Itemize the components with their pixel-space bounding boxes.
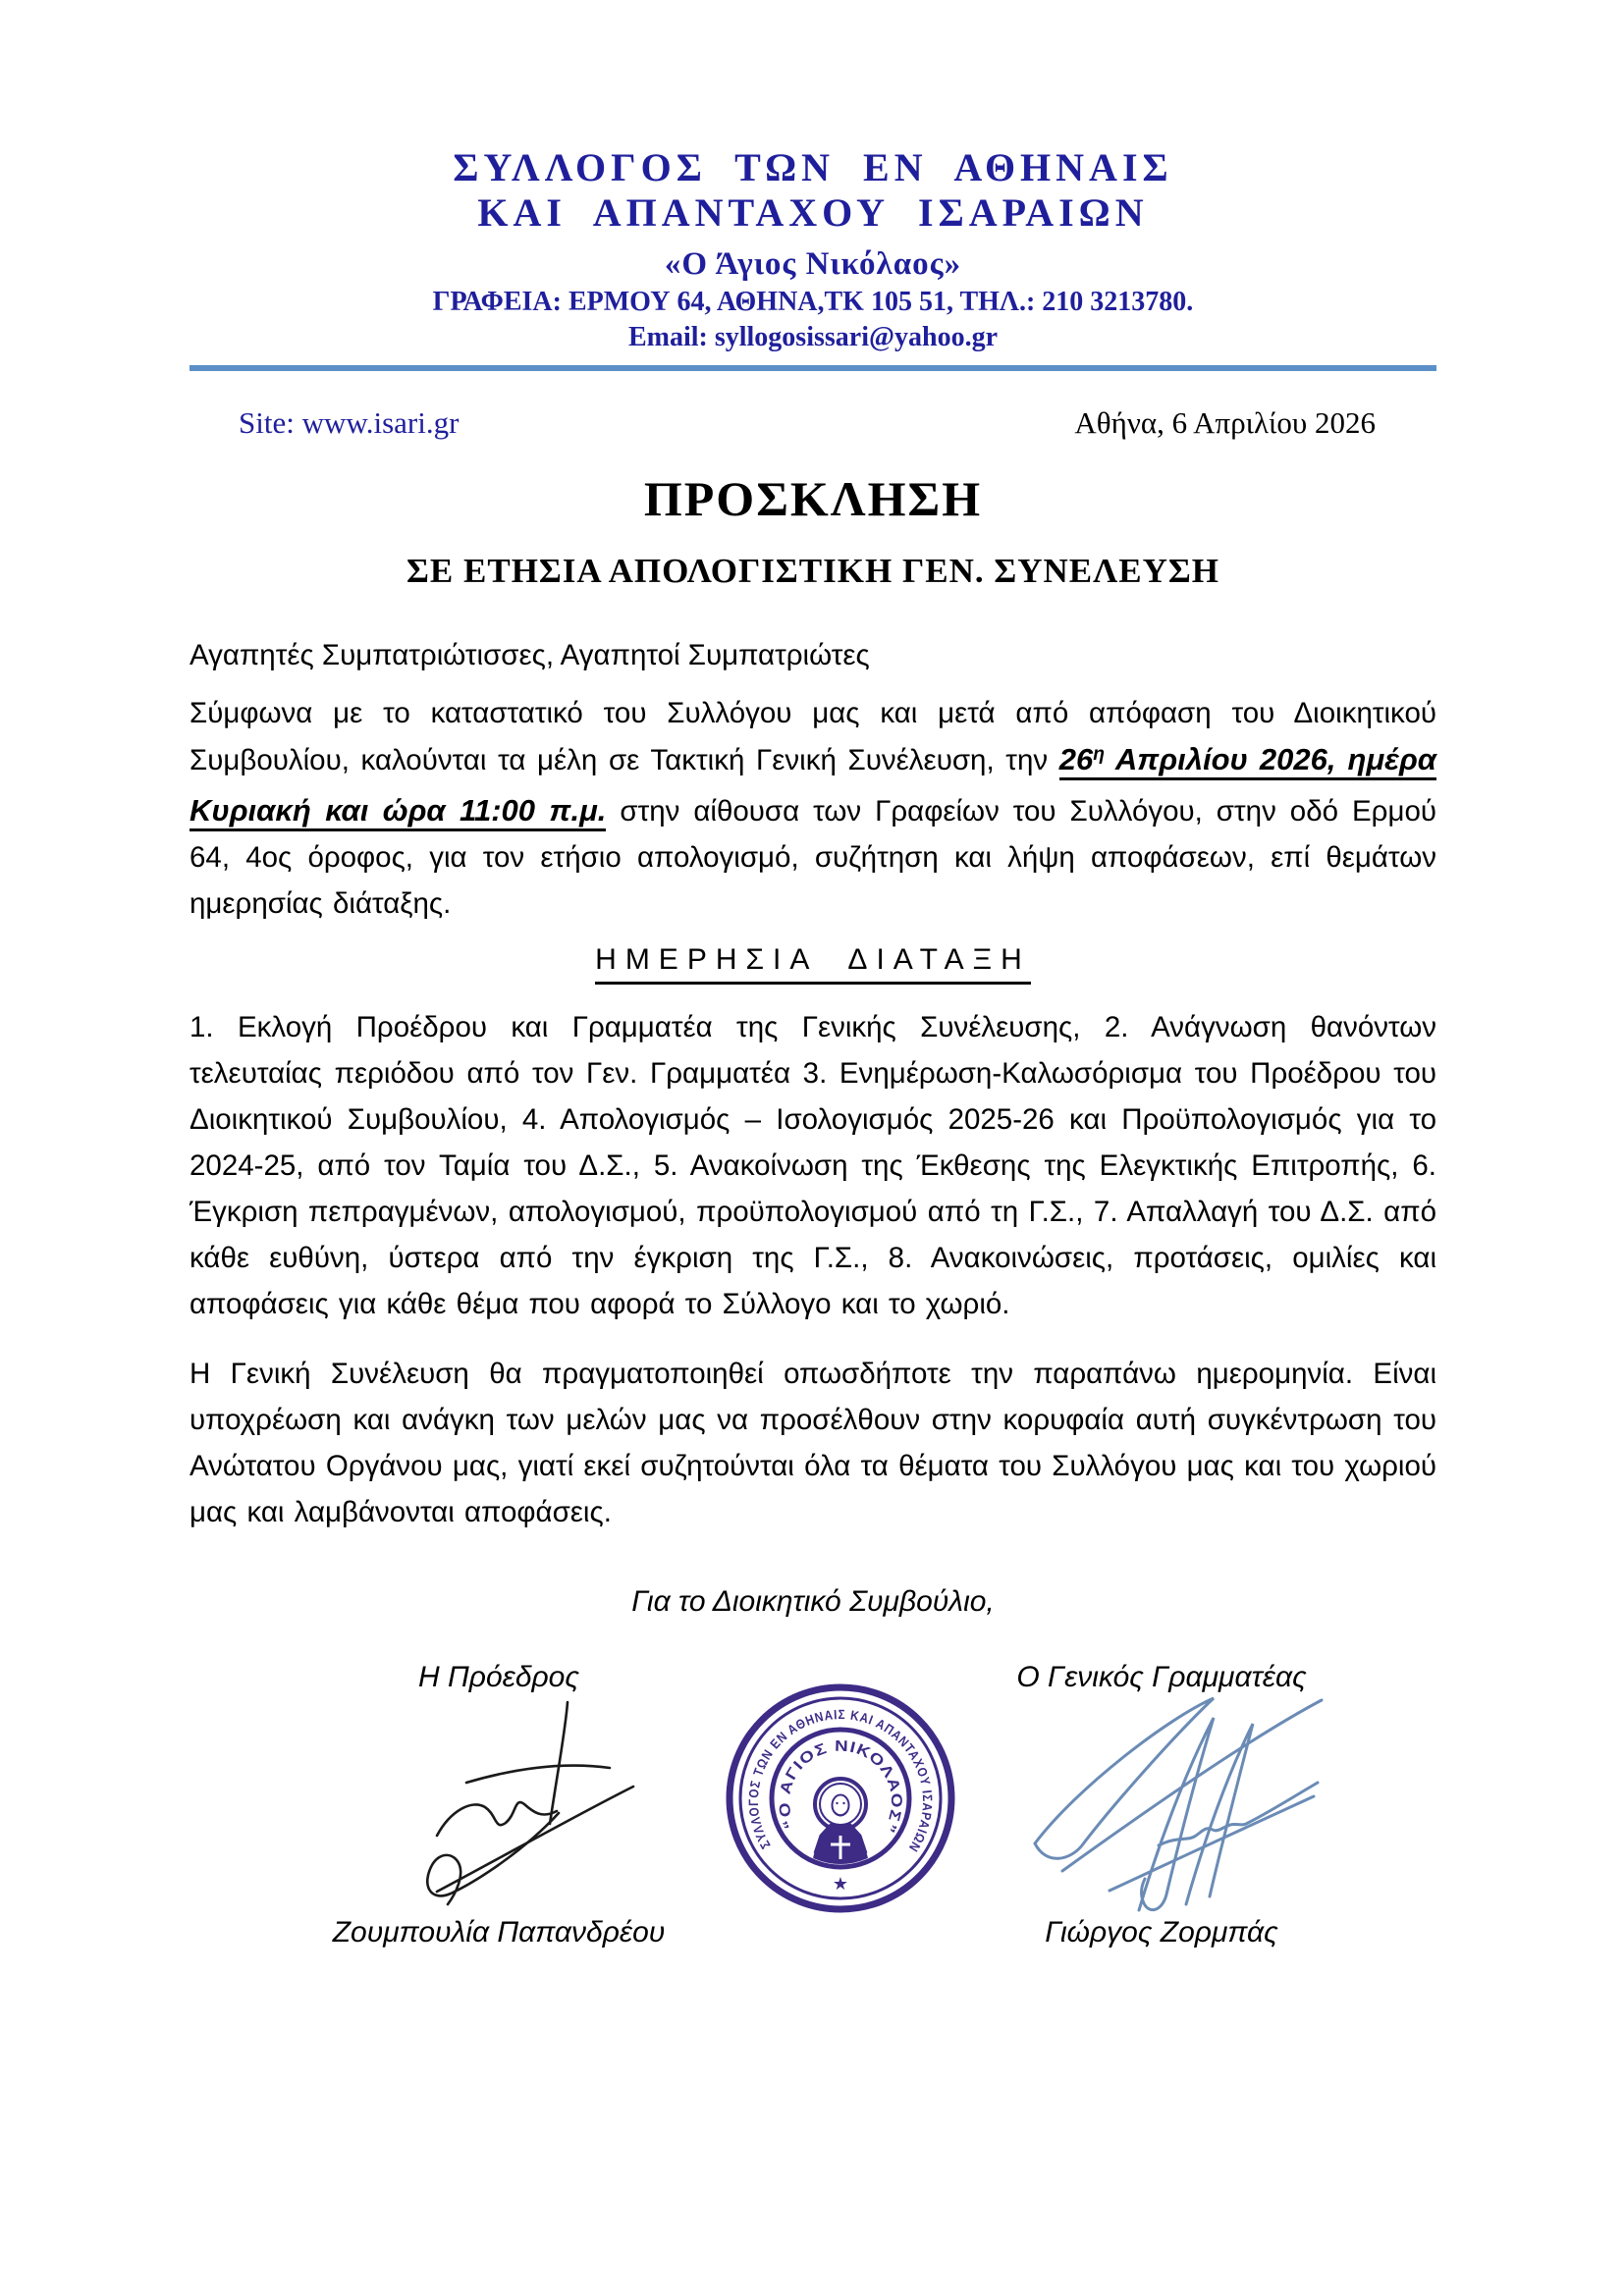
president-label: Η Πρόεδρος [418, 1661, 579, 1693]
saint-nicholas-figure [809, 1779, 872, 1889]
letterhead [189, 145, 1436, 355]
paragraph-invitation-text: Σύμφωνα με το καταστατικό του Συλλόγου μας και μετά από απόφαση του Διοικητικού Συμβουλίου, καλούνται τα μέλη σε Τακτική Γενική Συνέλευση, την [189, 697, 1436, 776]
association-stamp [723, 1681, 958, 1916]
agenda-heading: ΗΜΕΡΗΣΙΑ ΔΙΑΤΑΞΗ [595, 940, 1031, 985]
agenda-heading-wrap [189, 940, 1436, 985]
agenda-paragraph: 1. Εκλογή Προέδρου και Γραμματέα της Γενικής Συνέλευσης, 2. Ανάγνωση θανόντων τελευταίας περιόδου από τον Γεν. Γραμματέα 3. Ενημέρωση-Καλωσόρισμα του Προέδρου του Διοικητικού Συμβουλίου, 4. Απολογισμός – Ισολογισμός 2025-26 και Προϋπολογισμός για το 2024-25, από τον Ταμία του Δ.Σ., 5. Ανακοίνωση της Έκθεσης της Ελεγκτικής Επιτροπής, 6. Έγκριση πεπραγμένων, απολογισμού, προϋπολογισμού από τη Γ.Σ., 7. Απαλλαγή του Δ.Σ. από κάθε ευθύνη, ύστερα από την έγκριση της Γ.Σ., 8. Ανακοινώσεις, προτάσεις, ομιλίες και αποφάσεις για κάθε θέμα που αφορά το Σύλλογο και το χωριό. [189, 1011, 1436, 1320]
site-date-row [189, 404, 1436, 442]
paragraph-invitation [189, 690, 1436, 927]
document-body [189, 0, 1436, 1995]
secretary-label: Ο Γενικός Γραμματέας [1016, 1661, 1307, 1693]
president-name: Ζουμπουλία Παπανδρέου [332, 1916, 666, 1949]
header-divider [189, 365, 1436, 371]
paragraph-invitation-tail: στην αίθουσα των Γραφείων του Συλλόγου, στην οδό Ερμού 64, 4ος όροφος, για τον ετήσιο απολογισμό, συζήτηση και λήψη αποφάσεων, επί θεμάτων ημερησίας διάταξης. [189, 795, 1436, 920]
org-name-line1: ΣΥΛΛΟΓΟΣ ΤΩΝ ΕΝ ΑΘΗΝΑΙΣ [453, 145, 1173, 189]
secretary-signature [1019, 1686, 1333, 1917]
page-subtitle: ΣΕ ΕΤΗΣΙΑ ΑΠΟΛΟΓΙΣΤΙΚΗ ΓΕΝ. ΣΥΝΕΛΕΥΣΗ [406, 552, 1219, 590]
org-name-line2: ΚΑΙ ΑΠΑΝΤΑΧΟΥ ΙΣΑΡΑΙΩΝ [477, 190, 1149, 235]
org-subtitle: «Ο Άγιος Νικόλαος» [664, 246, 962, 282]
stamp-star-icon: ★ [832, 1874, 849, 1894]
meeting-date-ordinal: η [1093, 744, 1105, 766]
stamp-ring-text: ΣΥΛΛΟΓΟΣ ΤΩΝ ΕΝ ΑΘΗΝΑΙΣ ΚΑΙ ΑΠΑΝΤΑΧΟΥ ΙΣΑΡΑΙΩΝ [745, 1707, 936, 1856]
secretary-name: Γιώργος Ζορμπάς [1045, 1916, 1278, 1949]
page-title: ΠΡΟΣΚΛΗΣΗ [643, 471, 983, 526]
paragraph-attendance: Η Γενική Συνέλευση θα πραγματοποιηθεί οπωσδήποτε την παραπάνω ημερομηνία. Είναι υποχρέωση και ανάγκη των μελών μας να προσέλθουν στην κορυφαία αυτή συγκέντρωση του Ανώτατου Οργάνου μας, γιατί εκεί συζητούνται όλα τα θέματα του Συλλόγου μας και του χωριού μας και λαμβάνονται αποφάσεις. [189, 1358, 1436, 1528]
greeting-line: Αγαπητές Συμπατριώτισσες, Αγαπητοί Συμπατριώτες [189, 639, 870, 671]
org-address-line: ΓΡΑΦΕΙΑ: ΕΡΜΟΥ 64, ΑΘΗΝΑ,ΤΚ 105 51, ΤΗΛ.: 210 3213780. [432, 287, 1194, 317]
signature-section [189, 1622, 1436, 1995]
meeting-date-day: 26 [1058, 742, 1094, 776]
site-link: Site: www.isari.gr [239, 405, 460, 440]
dateline: Αθήνα, 6 Απριλίου 2026 [1074, 405, 1376, 440]
svg-text:“Ο ΑΓΙΟΣ ΝΙΚΟΛΑΟΣ” [777, 1738, 905, 1837]
org-email-line: Email: syllogosissari@yahoo.gr [627, 322, 999, 352]
president-signature [404, 1698, 639, 1909]
for-board-line: Για το Διοικητικό Συμβούλιο, [631, 1585, 995, 1618]
meeting-date-rest: Απριλίου 2026, ημέρα Κυριακή και ώρα 11:00 π.μ. [189, 742, 1436, 828]
stamp-inner-text: “Ο ΑΓΙΟΣ ΝΙΚΟΛΑΟΣ” [776, 1737, 905, 1835]
